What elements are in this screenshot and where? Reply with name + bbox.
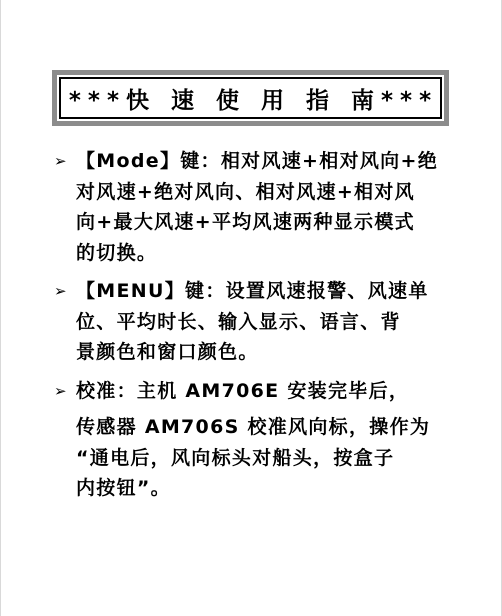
bullet-arrow-icon: ➢ bbox=[54, 152, 68, 170]
text-line: 的切换。 bbox=[76, 241, 158, 264]
text-line: 【MENU】键：设置风速报警、风速单 bbox=[76, 280, 429, 302]
page-title: ***快 速 使 用 指 南*** bbox=[68, 87, 439, 114]
text-line: 【Mode】键：相对风速+相对风向+绝 bbox=[76, 150, 438, 172]
bullet-arrow-icon: ➢ bbox=[54, 282, 68, 300]
title-frame bbox=[52, 70, 449, 126]
list-item-mode-key bbox=[54, 146, 454, 268]
list-item-calibration bbox=[54, 376, 454, 504]
bullet-arrow-icon: ➢ bbox=[54, 381, 68, 400]
list-item-menu-key bbox=[54, 276, 454, 368]
title-inner-frame bbox=[59, 77, 442, 119]
text-line: 内按钮”。 bbox=[76, 477, 171, 499]
text-line: 位、平均时长、输入显示、语言、背 bbox=[76, 310, 401, 333]
text-line: 景颜色和窗口颜色。 bbox=[76, 341, 259, 363]
text-line: “通电后，风向标头对船头，按盒子 bbox=[76, 446, 395, 469]
text-line: 向+最大风速+平均风速两种显示模式 bbox=[76, 211, 415, 233]
text-line: 校准：主机 AM706E 安装完毕后， bbox=[76, 379, 410, 402]
text-line: 传感器 AM706S 校准风向标，操作为 bbox=[76, 416, 431, 438]
instruction-list bbox=[54, 146, 454, 512]
text-line: 对风速+绝对风向、相对风速+相对风 bbox=[76, 180, 415, 203]
